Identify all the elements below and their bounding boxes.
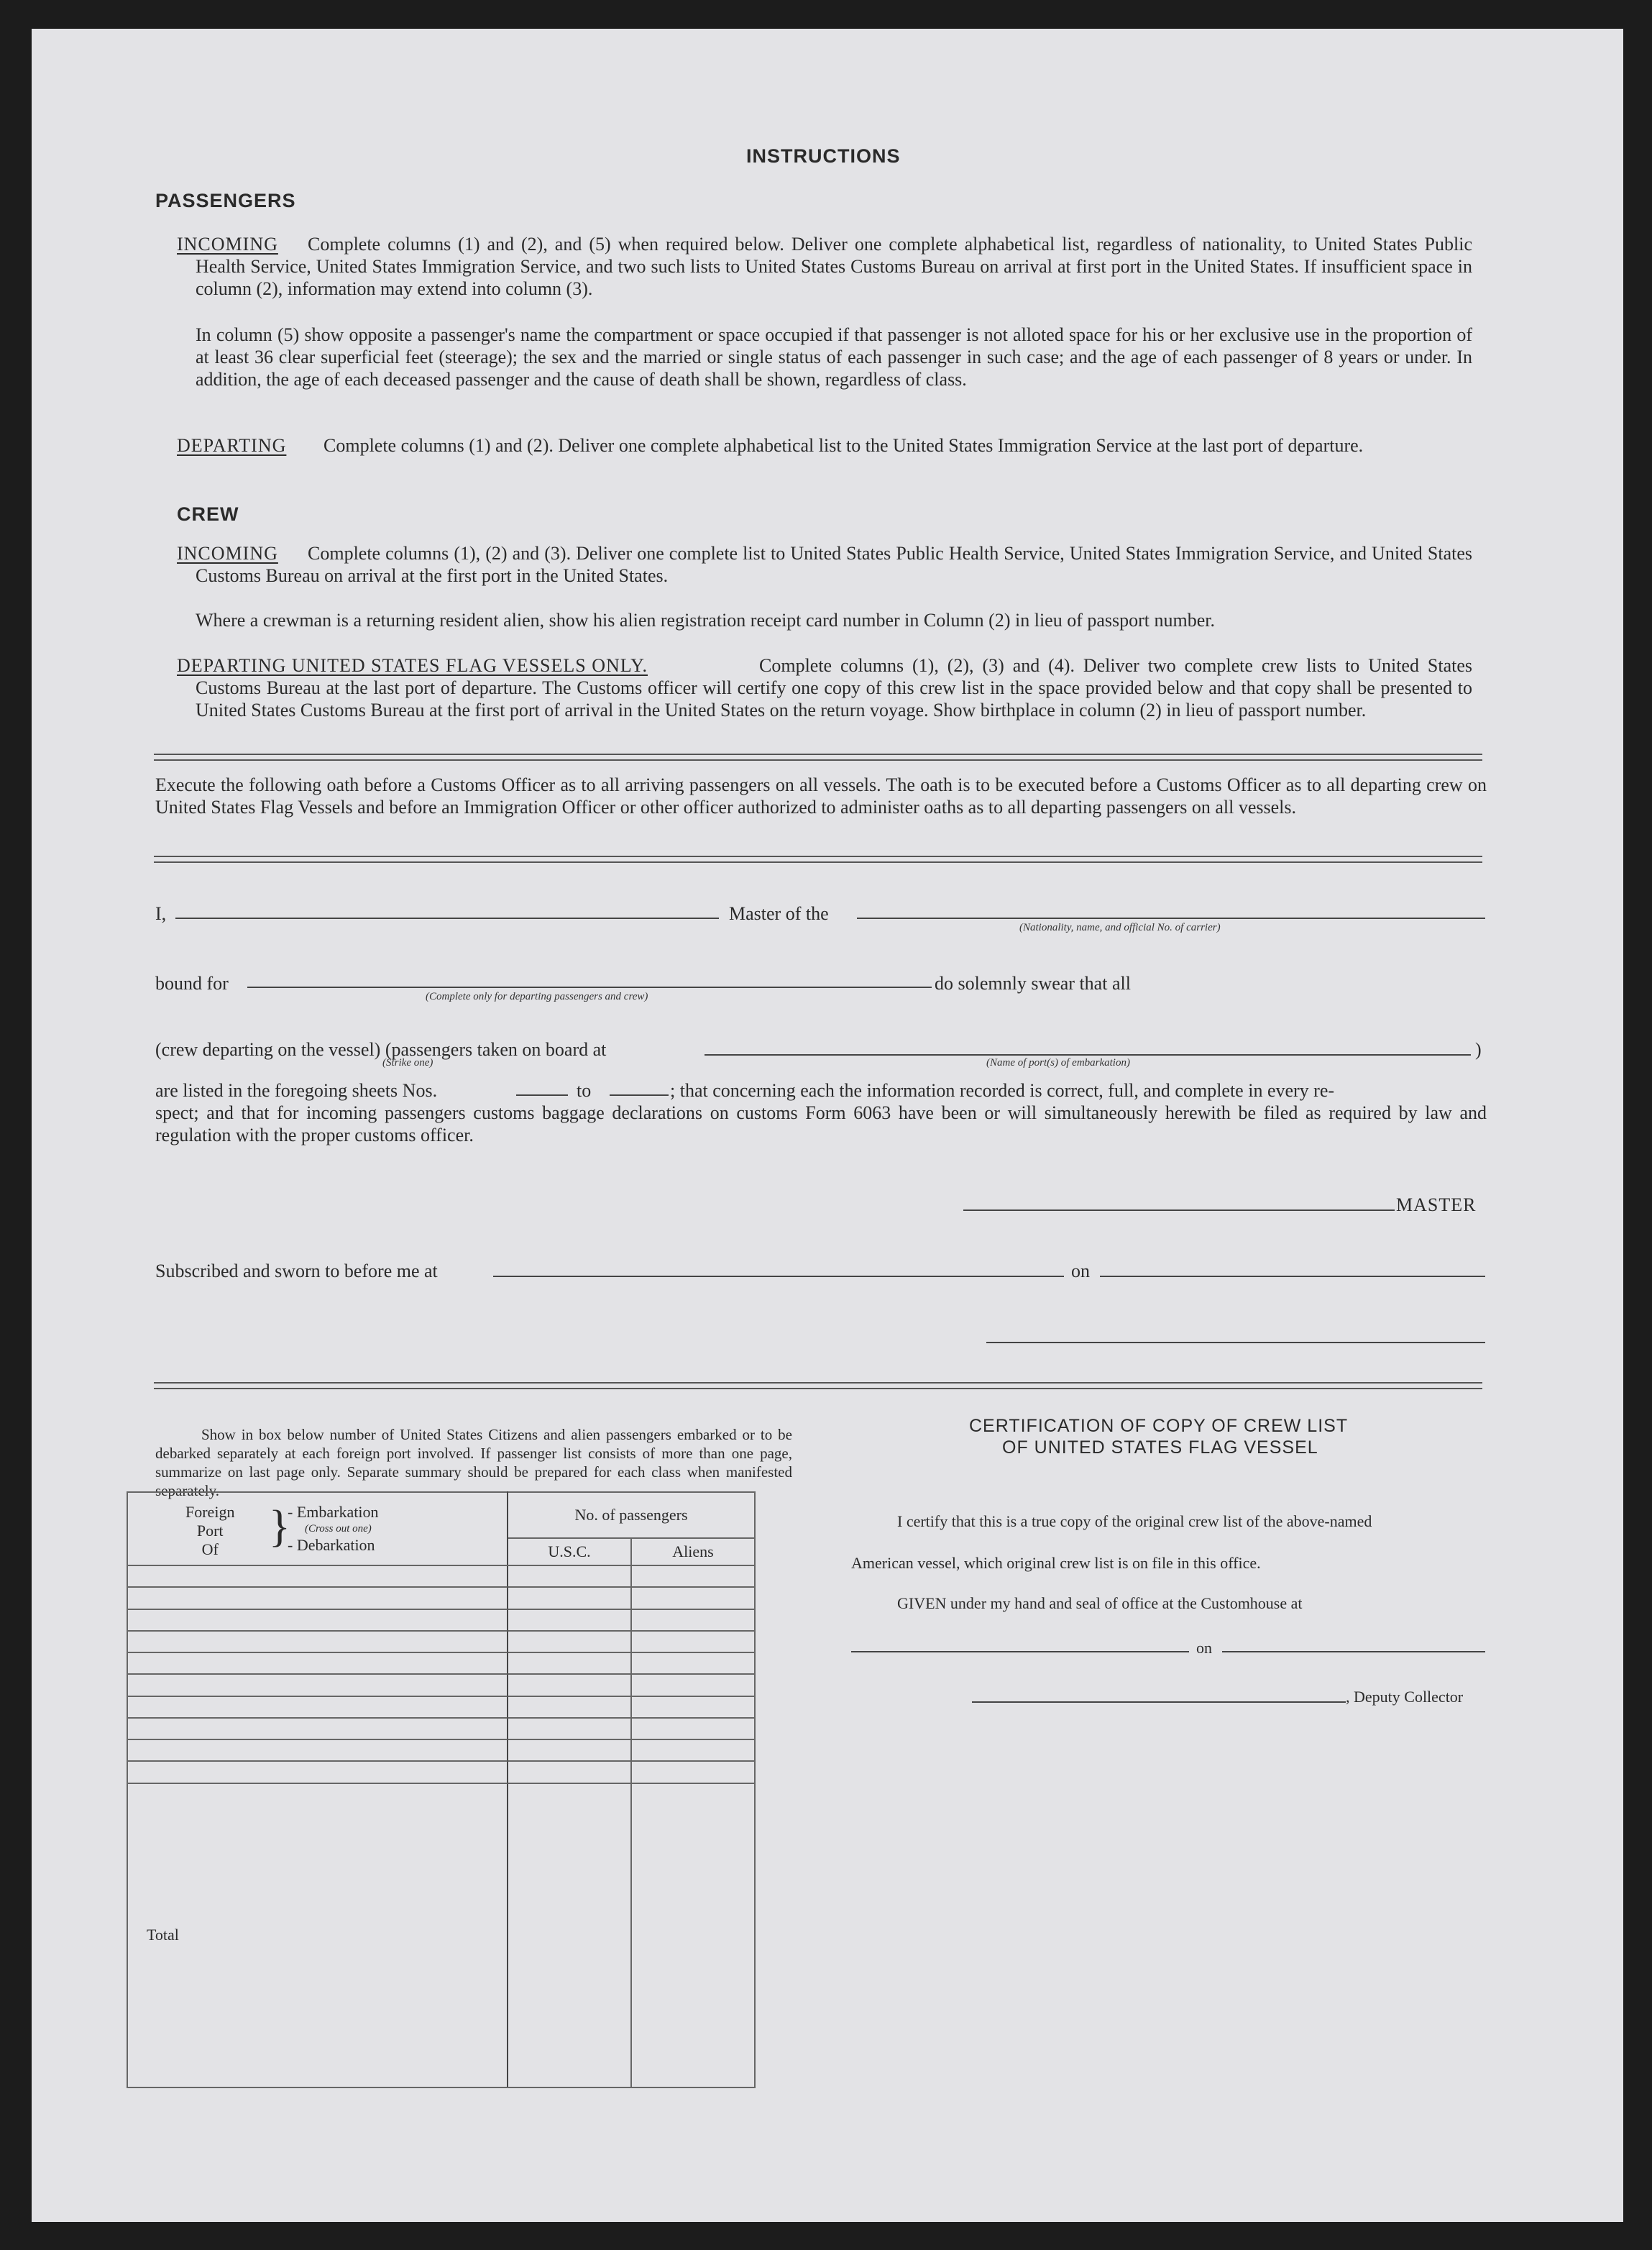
passengers-column5-text: In column (5) show opposite a passenger's name the compartment or space occupied if that passenger is not alloted space for his or her exclusive use in the proportion of at least 36 clear superficial feet (steerage); the sex and the married or single status of each passenger in such case; and the age of each passenger of 8 years or under. In addition, the age of each deceased passenger and the cause of death shall be shown, regardless of class. (196, 324, 1472, 390)
no-of-passengers-header: No. of passengers (508, 1492, 755, 1538)
given-text: GIVEN under my hand and seal of office at the Customhouse at (897, 1594, 1303, 1612)
divider (154, 856, 1482, 863)
certification-title-2: OF UNITED STATES FLAG VESSEL (1002, 1437, 1318, 1458)
listed-text-c: spect; and that for incoming passengers customs baggage declarations on customs Form 6063 have been or will simultaneously herewith be filed as required by law and regulation with the proper customs officer. (155, 1102, 1487, 1145)
table-row[interactable] (127, 1674, 755, 1696)
bound-for-caption: (Complete only for departing passengers and crew) (426, 991, 648, 1002)
crew-incoming-label: INCOMING (177, 543, 278, 564)
table-row[interactable] (127, 1652, 755, 1674)
carrier-field[interactable] (857, 918, 1485, 919)
total-row[interactable] (127, 1783, 755, 2088)
sheet-from-field[interactable] (516, 1094, 568, 1096)
listed-text-a: are listed in the foregoing sheets Nos. (155, 1080, 438, 1101)
master-signature-field[interactable] (963, 1209, 1395, 1211)
listed-to: to (577, 1080, 592, 1101)
strike-caption: (Strike one) (382, 1057, 433, 1069)
header-foreign: Foreign (185, 1503, 235, 1521)
table-row[interactable] (127, 1696, 755, 1718)
usc-header: U.S.C. (508, 1538, 631, 1565)
crew-returning-text: Where a crewman is a returning resident alien, show his alien registration receipt card number in Column (2) in lieu of passport number. (196, 610, 1216, 631)
divider (154, 1382, 1482, 1389)
crew-heading: CREW (177, 503, 239, 525)
master-signature-label: MASTER (1396, 1194, 1477, 1215)
customhouse-field[interactable] (851, 1651, 1189, 1652)
oath-i-label: I, (155, 903, 167, 924)
table-row[interactable] (127, 1718, 755, 1739)
close-paren: ) (1475, 1039, 1482, 1060)
passenger-summary-table (127, 1491, 756, 2088)
swear-text: do solemnly swear that all (935, 973, 1131, 994)
table-row[interactable] (127, 1587, 755, 1609)
deputy-signature-field[interactable] (972, 1701, 1346, 1703)
subscribed-label: Subscribed and sworn to before me at (155, 1261, 438, 1281)
header-port: Port (196, 1522, 224, 1540)
passengers-incoming-label: INCOMING (177, 234, 278, 255)
total-label: Total (127, 1783, 508, 2088)
certify-text-2: American vessel, which original crew list is on file in this office. (851, 1554, 1261, 1572)
brace-icon: } (269, 1502, 290, 1551)
cross-out-caption: (Cross out one) (305, 1523, 372, 1535)
carrier-caption: (Nationality, name, and official No. of carrier) (1019, 922, 1221, 933)
instructions-title: INSTRUCTIONS (746, 145, 901, 167)
master-name-field[interactable] (175, 918, 719, 919)
crew-departing-label: DEPARTING UNITED STATES FLAG VESSELS ONLY. (177, 655, 648, 676)
foreign-port-header (127, 1492, 508, 1565)
table-row[interactable] (127, 1761, 755, 1783)
certification-title-1: CERTIFICATION OF COPY OF CREW LIST (969, 1416, 1349, 1436)
passengers-departing-label: DEPARTING (177, 435, 287, 456)
certify-text-1: I certify that this is a true copy of the original crew list of the above-named (897, 1512, 1372, 1530)
crew-incoming-text: Complete columns (1), (2) and (3). Deliver one complete list to United States Public Health Service, United States Immigration Service, and United States Customs Bureau on arrival at the first port in the United States. (196, 543, 1472, 586)
crew-departing-text: (crew departing on the vessel) (passengers taken on board at (155, 1039, 607, 1060)
embarkation-option[interactable]: - Embarkation (288, 1503, 379, 1521)
debarkation-option[interactable]: - Debarkation (288, 1536, 375, 1554)
sworn-date-field[interactable] (1100, 1276, 1485, 1277)
table-row[interactable] (127, 1631, 755, 1652)
crew-departing-text: Complete columns (1), (2), (3) and (4). Deliver two complete crew lists to United States Customs Bureau at the last port of departure. The Customs officer will certify one copy of this crew list in the space provided below and that copy shall be presented to United States Customs Bureau at the first port of arrival in the United States on the return voyage. Show birthplace in column (2) in lieu of passport number. (196, 655, 1472, 721)
officer-signature-field[interactable] (986, 1342, 1485, 1343)
passengers-heading: PASSENGERS (155, 190, 296, 211)
table-row[interactable] (127, 1739, 755, 1761)
divider (154, 754, 1482, 761)
master-of-the-label: Master of the (729, 903, 829, 924)
header-of: Of (201, 1540, 219, 1558)
aliens-header: Aliens (631, 1538, 755, 1565)
sworn-on-label: on (1071, 1261, 1090, 1281)
deputy-collector-label: , Deputy Collector (1346, 1688, 1464, 1706)
sheet-to-field[interactable] (610, 1094, 669, 1096)
passengers-departing-text: Complete columns (1) and (2). Deliver one complete alphabetical list to the United States Immigration Service at the last port of departure. (323, 435, 1364, 456)
cert-date-field[interactable] (1222, 1651, 1485, 1652)
sworn-place-field[interactable] (493, 1276, 1064, 1277)
table-row[interactable] (127, 1565, 755, 1587)
bound-for-field[interactable] (247, 987, 932, 988)
listed-text-b: ; that concerning each the information recorded is correct, full, and complete in every re- (670, 1080, 1335, 1101)
port-caption: (Name of port(s) of embarkation) (986, 1057, 1130, 1069)
bound-for-label: bound for (155, 973, 229, 994)
oath-intro: Execute the following oath before a Customs Officer as to all arriving passengers on all vessels. The oath is to be executed before a Customs Officer as to all departing crew on United States Flag Vessels and before an Immigration Officer or other officer authorized to administer oaths as to all departing passengers on all vessels. (155, 774, 1487, 818)
cert-on-label: on (1196, 1639, 1212, 1657)
table-row[interactable] (127, 1609, 755, 1631)
summary-instructions: Show in box below number of United States Citizens and alien passengers embarked or to be debarked separately at each foreign port involved. If passenger list consists of more than one page, summarize on last page only. Separate summary should be prepared for each class when manifested separately. (155, 1426, 792, 1499)
passengers-incoming-text: Complete columns (1) and (2), and (5) when required below. Deliver one complete alphabetical list, regardless of nationality, to United States Public Health Service, United States Immigration Service, and two such lists to United States Customs Bureau on arrival at first port in the United States. If insufficient space in column (2), information may extend into column (3). (196, 234, 1472, 299)
embarkation-port-field[interactable] (705, 1054, 1471, 1056)
